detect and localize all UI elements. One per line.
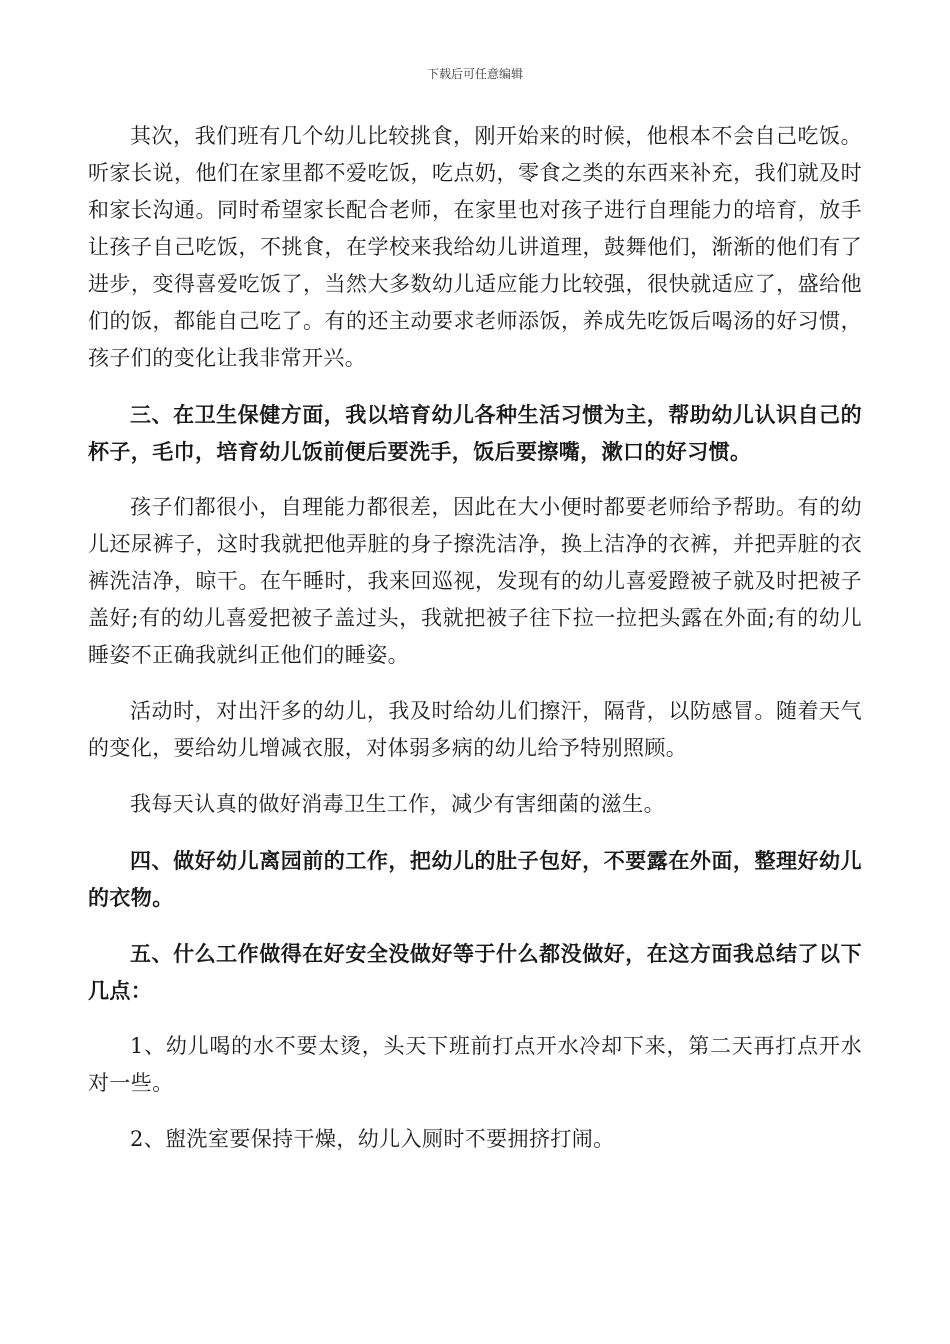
paragraph-disinfection: 我每天认真的做好消毒卫生工作，减少有害细菌的滋生。 (130, 792, 665, 816)
list-item-water: 1、幼儿喝的水不要太烫，头天下班前打点开水冷却下来，第二天再打点开水对一些。 (88, 1034, 862, 1095)
document-body (88, 118, 862, 1158)
heading-safety: 五、什么工作做得在好安全没做好等于什么都没做好，在这方面我总结了以下几点： (88, 941, 862, 1003)
heading-departure: 四、做好幼儿离园前的工作，把幼儿的肚子包好，不要露在外面，整理好幼儿的衣物。 (88, 848, 862, 910)
list-item-washroom: 2、盥洗室要保持干燥，幼儿入厕时不要拥挤打闹。 (130, 1127, 615, 1151)
heading-hygiene: 三、在卫生保健方面，我以培育幼儿各种生活习惯为主，帮助幼儿认识自己的杯子，毛巾，培育幼儿饭前便后要洗手，饭后要擦嘴，漱口的好习惯。 (88, 402, 862, 464)
paragraph-picky-eaters: 其次，我们班有几个幼儿比较挑食，刚开始来的时候，他根本不会自己吃饭。听家长说，他们在家里都不爱吃饭，吃点奶，零食之类的东西来补充，我们就及时和家长沟通。同时希望家长配合老师，在家里也对孩子进行自理能力的培育，放手让孩子自己吃饭，不挑食，在学校来我给幼儿讲道理，鼓舞他们，渐渐的他们有了进步，变得喜爱吃饭了，当然大多数幼儿适应能力比较强，很快就适应了，盛给他们的饭，都能自己吃了。有的还主动要求老师添饭，养成先吃饭后喝汤的好习惯，孩子们的变化让我非常开兴。 (88, 124, 862, 370)
page-header: 下载后可任意编辑 (426, 67, 523, 81)
paragraph-sweat-clothing: 活动时，对出汗多的幼儿，我及时给幼儿们擦汗，隔背，以防感冒。随着天气的变化，要给幼儿增减衣服，对体弱多病的幼儿给予特别照顾。 (88, 699, 862, 760)
paragraph-toileting-naps: 孩子们都很小，自理能力都很差，因此在大小便时都要老师给予帮助。有的幼儿还尿裤子，这时我就把他弄脏的身子擦洗洁净，换上洁净的衣裤，并把弄脏的衣裤洗洁净，晾干。在午睡时，我来回巡视，发现有的幼儿喜爱蹬被子就及时把被子盖好;有的幼儿喜爱把被子盖过头，我就把被子往下拉一拉把头露在外面;有的幼儿睡姿不正确我就纠正他们的睡姿。 (88, 495, 862, 667)
